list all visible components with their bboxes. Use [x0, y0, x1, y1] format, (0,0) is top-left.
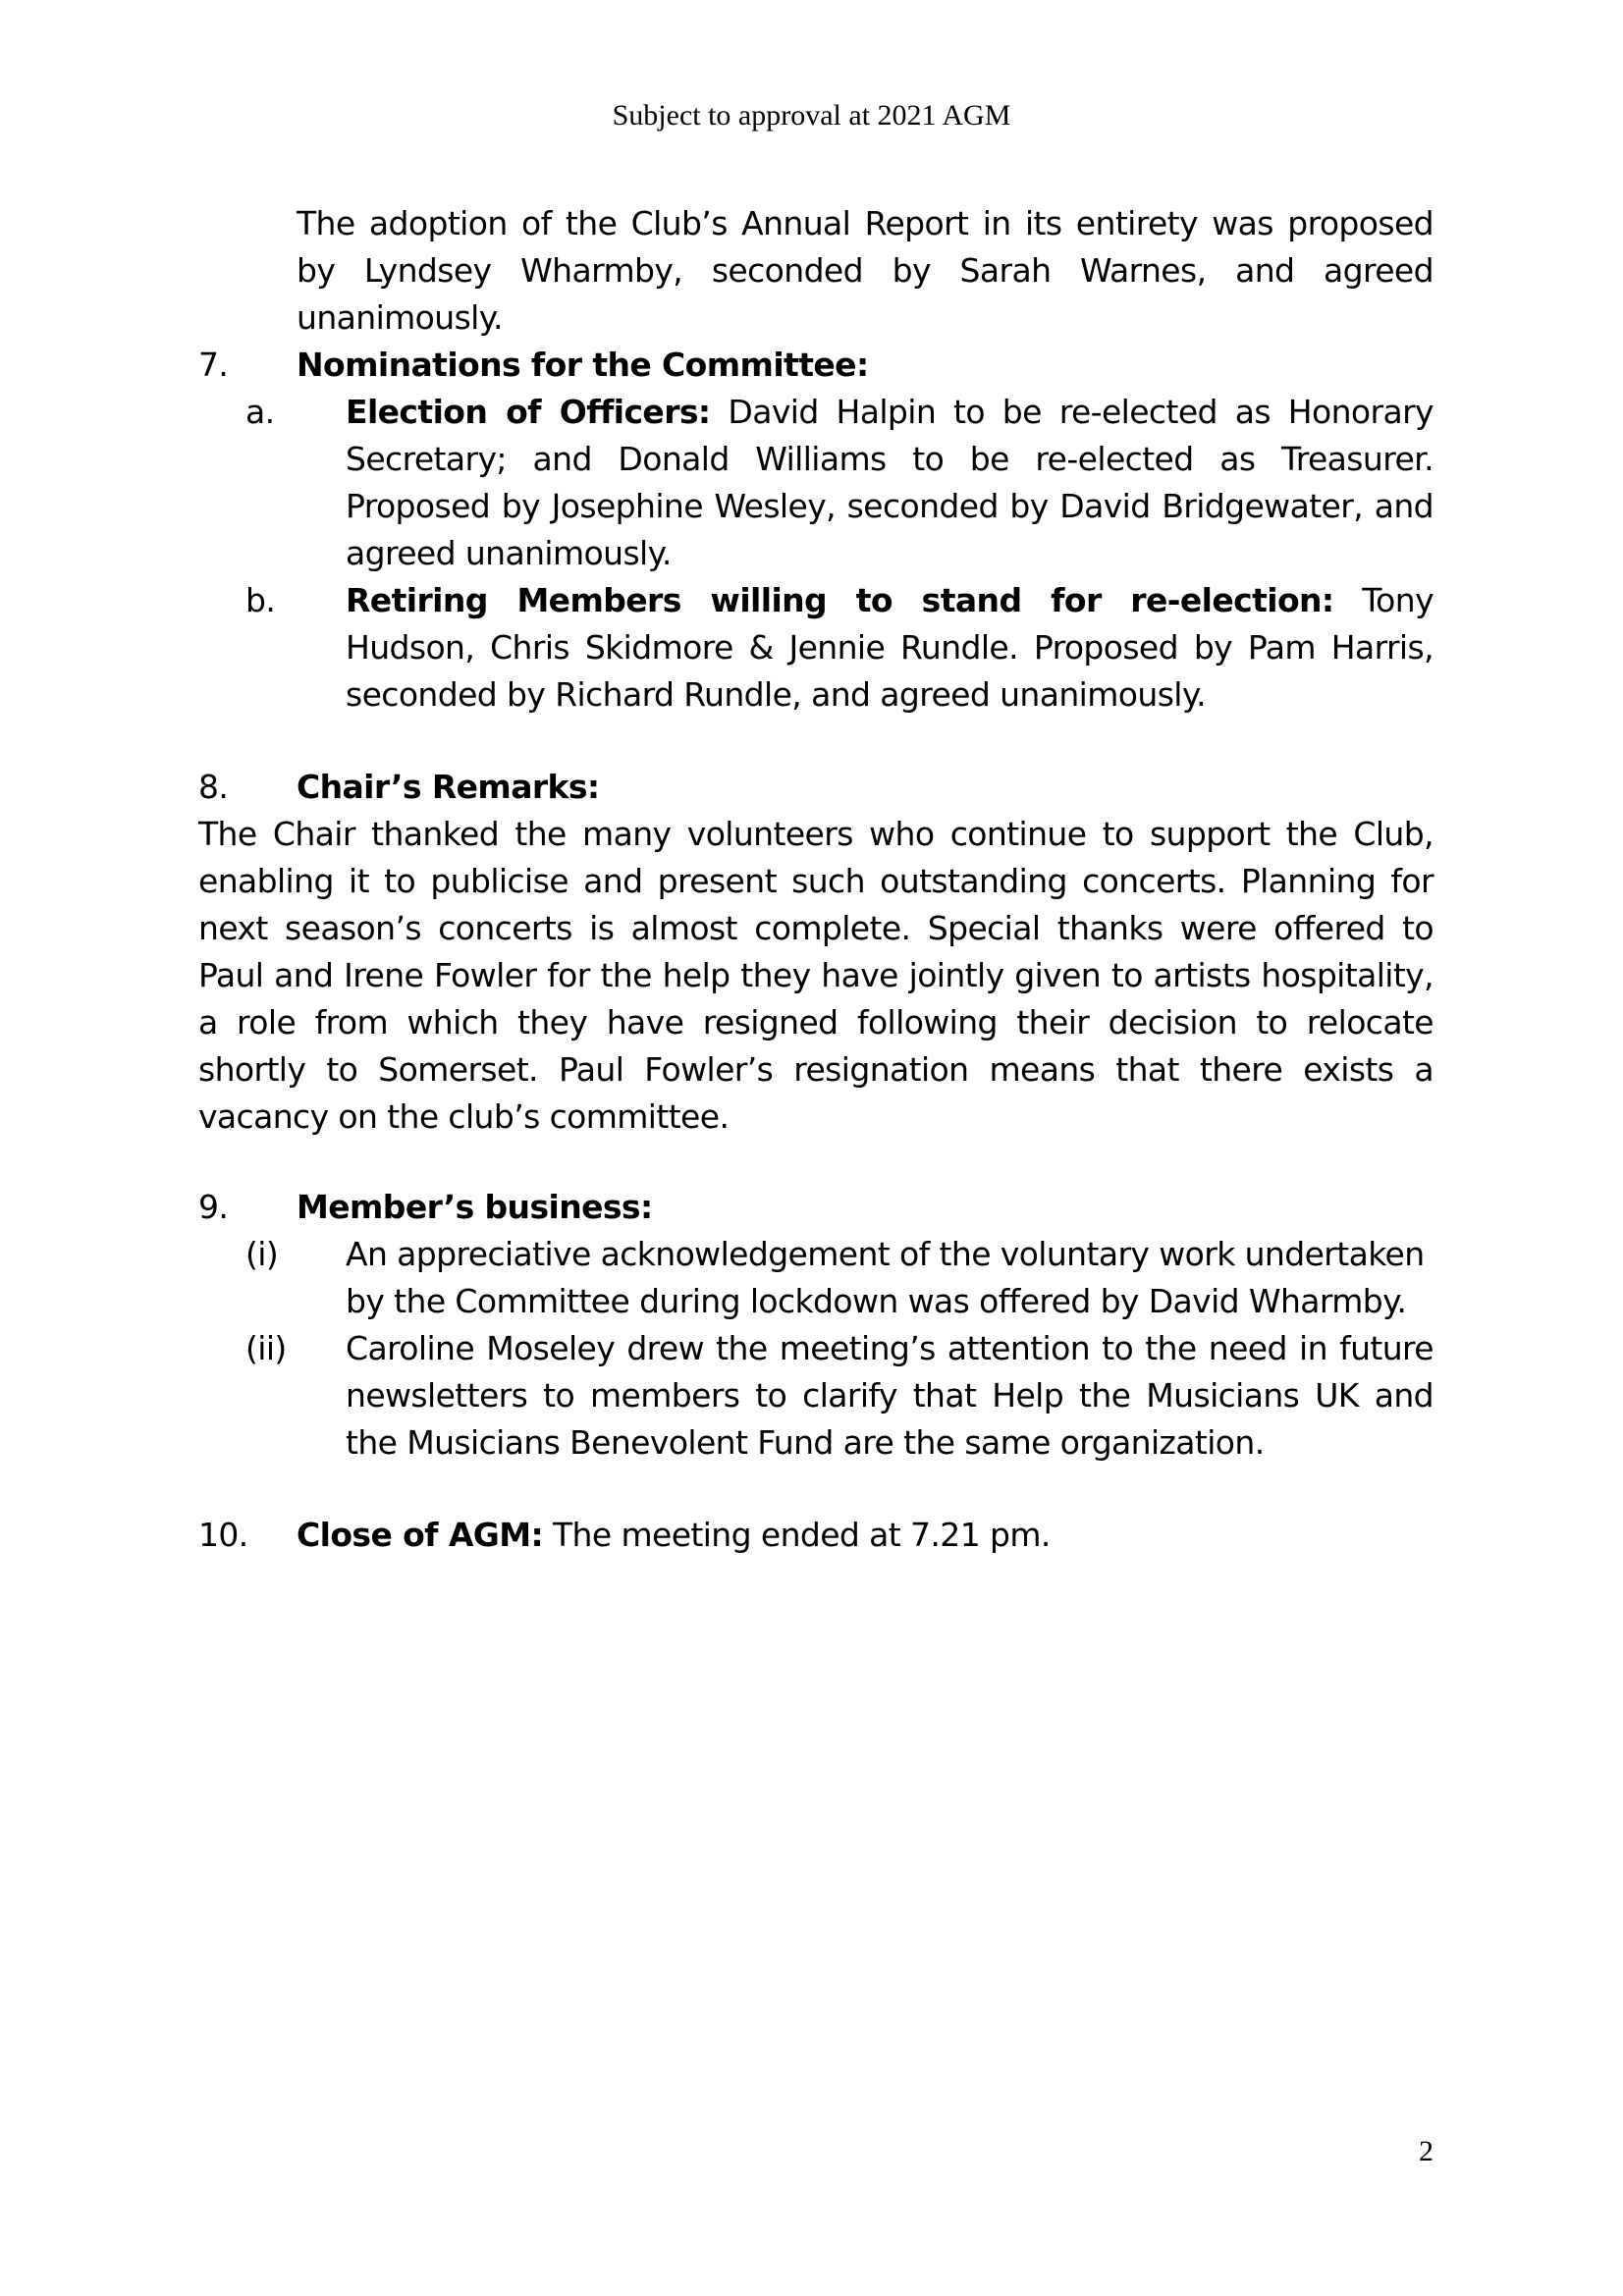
item-10-heading — [198, 1512, 1434, 1559]
item-title: Chair’s Remarks: — [297, 768, 600, 806]
sub-ii-text: Caroline Moseley drew the meeting’s attention to the need in future newsletters to members to clarify that Help the Musicians UK and the Musicians Benevolent Fund are the same organization. — [346, 1329, 1434, 1462]
item-10-lead: Close of AGM: — [297, 1516, 544, 1554]
item-8-heading — [198, 764, 1434, 811]
list-marker: b. — [245, 581, 276, 619]
sub-b-lead: Retiring Members willing to stand for re-election: — [346, 581, 1334, 619]
item-number: 7. — [198, 346, 229, 384]
item-7-sub-b — [245, 577, 1434, 719]
sub-a-body: David Halpin to be re-elected as Honorary Secretary; and Donald Williams to be re-elected as Treasurer. Proposed by Josephine Wesley, seconded by David Bridgewater, and agreed unanimously. — [346, 393, 1434, 572]
item-title: Nominations for the Committee: — [297, 346, 869, 384]
item-number: 9. — [198, 1188, 229, 1226]
sub-b-body: Tony Hudson, Chris Skidmore & Jennie Rundle. Proposed by Pam Harris, seconded by Richard Rundle, and agreed unanimously. — [346, 581, 1434, 714]
item-9-sub-ii — [245, 1325, 1434, 1467]
item-10-body: The meeting ended at 7.21 pm. — [543, 1516, 1051, 1554]
item-8-paragraph: The Chair thanked the many volunteers who continue to support the Club, enabling it to publicise and present such outstanding concerts. Planning for next season’s concerts is almost complete. Special thanks were offered to Paul and Irene Fowler for the help they have jointly given to artists hospitality, a role from which they have resigned following their decision to relocate shortly to Somerset. Paul Fowler’s resignation means that there exists a vacancy on the club’s committee. — [198, 815, 1434, 1136]
list-marker: (i) — [245, 1235, 279, 1273]
sub-a-text — [346, 389, 1434, 577]
item-number: 8. — [198, 768, 229, 806]
item-title: Member’s business: — [297, 1188, 653, 1226]
page-header: Subject to approval at 2021 AGM — [612, 99, 1011, 132]
intro-paragraph: The adoption of the Club’s Annual Report in its entirety was proposed by Lyndsey Wharmby, seconded by Sarah Warnes, and agreed unanimously. — [297, 204, 1434, 337]
list-marker: (ii) — [245, 1329, 287, 1367]
page-number: 2 — [1419, 2135, 1434, 2167]
sub-a-lead: Election of Officers: — [346, 393, 711, 431]
sub-b-text — [346, 577, 1434, 719]
list-marker: a. — [245, 393, 275, 431]
item-7-heading — [198, 342, 1434, 389]
item-7-sub-a — [245, 389, 1434, 577]
item-9-sub-i — [245, 1231, 1434, 1325]
item-number: 10. — [198, 1516, 248, 1554]
item-10-text — [297, 1512, 1051, 1559]
sub-i-text: An appreciative acknowledgement of the voluntary work undertaken by the Committee during lockdown was offered by David Wharmby. — [346, 1235, 1425, 1320]
item-9-heading — [198, 1184, 1434, 1231]
